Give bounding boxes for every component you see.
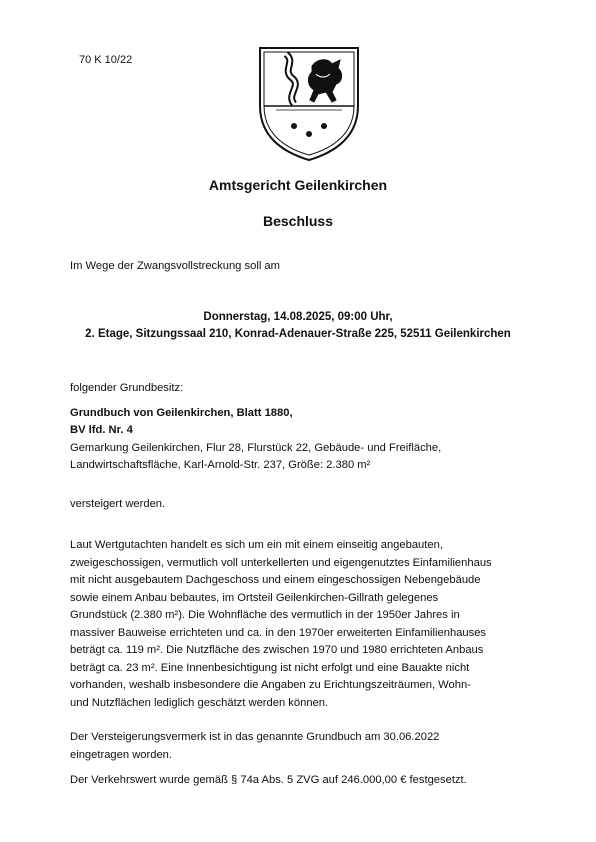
case-number: 70 K 10/22 <box>79 54 133 66</box>
document-title: Beschluss <box>262 213 334 229</box>
description-line: sowie einem Anbau bebautes, im Ortsteil Geilenkirchen-Gillrath gelegenes <box>70 591 439 604</box>
gemarkung-line-1: Gemarkung Geilenkirchen, Flur 28, Flurstück 22, Gebäude- und Freifläche, <box>70 442 442 454</box>
bv-line: BV lfd. Nr. 4 <box>70 424 133 436</box>
description-line: Laut Wertgutachten handelt es sich um ein mit einem einseitig angebauten, <box>70 539 443 551</box>
description-line: massiver Bauweise errichteten und ca. in den 1970er erweiterten Einfamilienhauses <box>70 626 487 639</box>
description-line: beträgt ca. 119 m². Die Nutzfläche des zwischen 1970 und 1980 errichteten Anbaus <box>70 644 484 656</box>
vermerk-line: eingetragen worden. <box>70 748 173 761</box>
description-line: beträgt ca. 23 m². Eine Innenbesichtigung ist nicht erfolgt und eine Bauakte nicht <box>70 661 470 674</box>
location-line: 2. Etage, Sitzungssaal 210, Konrad-Adenauer-Straße 225, 52511 Geilenkirchen <box>85 328 511 340</box>
vermerk-paragraph <box>70 729 540 764</box>
description-line: vorhanden, weshalb insbesondere die Angaben zu Erichtungszeiträumen, Wohn- <box>70 679 471 691</box>
description-paragraph <box>70 537 540 712</box>
grundbuch-line: Grundbuch von Geilenkirchen, Blatt 1880, <box>70 407 293 419</box>
intro-text: Im Wege der Zwangsvollstreckung soll am <box>70 260 280 272</box>
date-line: Donnerstag, 14.08.2025, 09:00 Uhr, <box>203 311 393 323</box>
vermerk-line: Der Versteigerungsvermerk ist in das genannte Grundbuch am 30.06.2022 <box>70 731 440 743</box>
description-line: Grundstück (2.380 m²). Die Wohnfläche des vermutlich in der 1950er Jahres in <box>70 609 460 621</box>
property-intro: folgender Grundbesitz: <box>70 382 184 394</box>
nrw-coat-of-arms-icon <box>256 44 362 162</box>
verkehrswert-text: Der Verkehrswert wurde gemäß § 74a Abs. 5 ZVG auf 246.000,00 € festgesetzt. <box>70 774 467 786</box>
versteigert-text: versteigert werden. <box>70 498 166 510</box>
court-name: Amtsgericht Geilenkirchen <box>208 177 388 193</box>
description-line: mit nicht ausgebautem Dachgeschoss und einem eingeschossigen Nebengebäude <box>70 574 481 586</box>
gemarkung-line-2: Landwirtschaftsfläche, Karl-Arnold-Str. 237, Größe: 2.380 m² <box>70 459 371 471</box>
description-line: und Nutzflächen lediglich geschätzt werden können. <box>70 696 329 709</box>
description-line: zweigeschossigen, vermutlich voll unterkellerten und eigengenutztes Einfamilienhaus <box>70 556 492 569</box>
